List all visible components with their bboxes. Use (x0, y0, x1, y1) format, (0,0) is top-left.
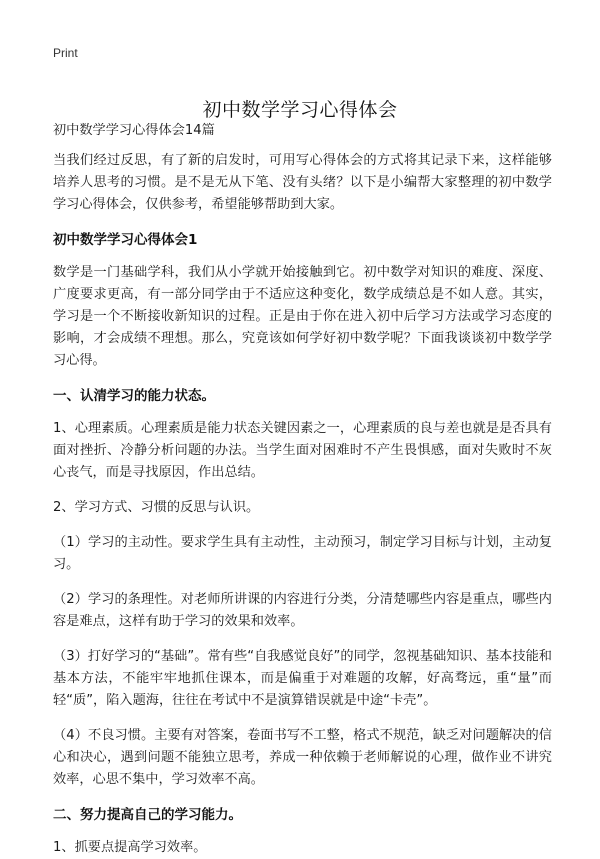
sub-item-foundation: （3）打好学习的“基础”。常有些“自我感觉良好”的同学，忽视基础知识、基本技能和基本方法，不能牢牢地抓住课本，而是偏重于对难题的攻解，好高骛远，重“量”而轻“质”，陷入题海，往往在考试中不是演算错误就是中途“卡壳”。 (53, 649, 552, 708)
sub-item-initiative: （1）学习的主动性。要求学生具有主动性，主动预习，制定学习目标与计划，主动复习。 (53, 535, 552, 572)
sub-item-organization: （2）学习的条理性。对老师所讲课的内容进行分类，分清楚哪些内容是重点，哪些内容是难点，这样有助于学习的效果和效率。 (53, 592, 552, 629)
section-paragraph: 数学是一门基础学科，我们从小学就开始接触到它。初中数学对知识的难度、深度、广度要求更高，有一部分同学由于不适应这种变化，数学成绩总是不如人意。其实，学习是一个不断接收新知识的过程。正是由于你在进入初中后学习方法或学习态度的影响，才会成绩不理想。那么，究竟该如何学好初中数学呢？下面我谈谈初中数学学习心得。 (53, 265, 552, 368)
item-learning-habits: 2、学习方式、习惯的反思与认识。 (53, 500, 260, 515)
document-subtitle: 初中数学学习心得体会14篇 (53, 123, 215, 138)
intro-paragraph: 当我们经过反思，有了新的启发时，可用写心得体会的方式将其记录下来，这样能够培养人思考的习惯。是不是无从下笔、没有头绪？以下是小编帮大家整理的初中数学学习心得体会，仅供参考，希望能够帮助到大家。 (53, 153, 552, 212)
section-heading: 初中数学学习心得体会1 (53, 232, 198, 248)
item-psychological-quality: 1、心理素质。心理素质是能力状态关键因素之一，心理素质的良与差也就是是否具有面对挫折、冷静分析问题的办法。当学生面对困难时不产生畏惧感，面对失败时不灰心丧气，而是寻找原因，作出总结。 (53, 421, 552, 480)
heading-improve-ability: 二、努力提高自己的学习能力。 (53, 807, 242, 823)
print-label: Print (53, 46, 78, 60)
page-title: 初中数学学习心得体会 (202, 98, 398, 121)
item-key-points: 1、抓要点提高学习效率。 (53, 840, 207, 855)
document-body (53, 120, 552, 859)
sub-item-bad-habits: （4）不良习惯。主要有对答案，卷面书写不工整，格式不规范，缺乏对问题解决的信心和决心，遇到问题不能独立思考，养成一种依赖于老师解说的心理，做作业不讲究效率，心思不集中，学习效率不高。 (53, 728, 552, 787)
heading-ability-state: 一、认清学习的能力状态。 (53, 388, 215, 404)
